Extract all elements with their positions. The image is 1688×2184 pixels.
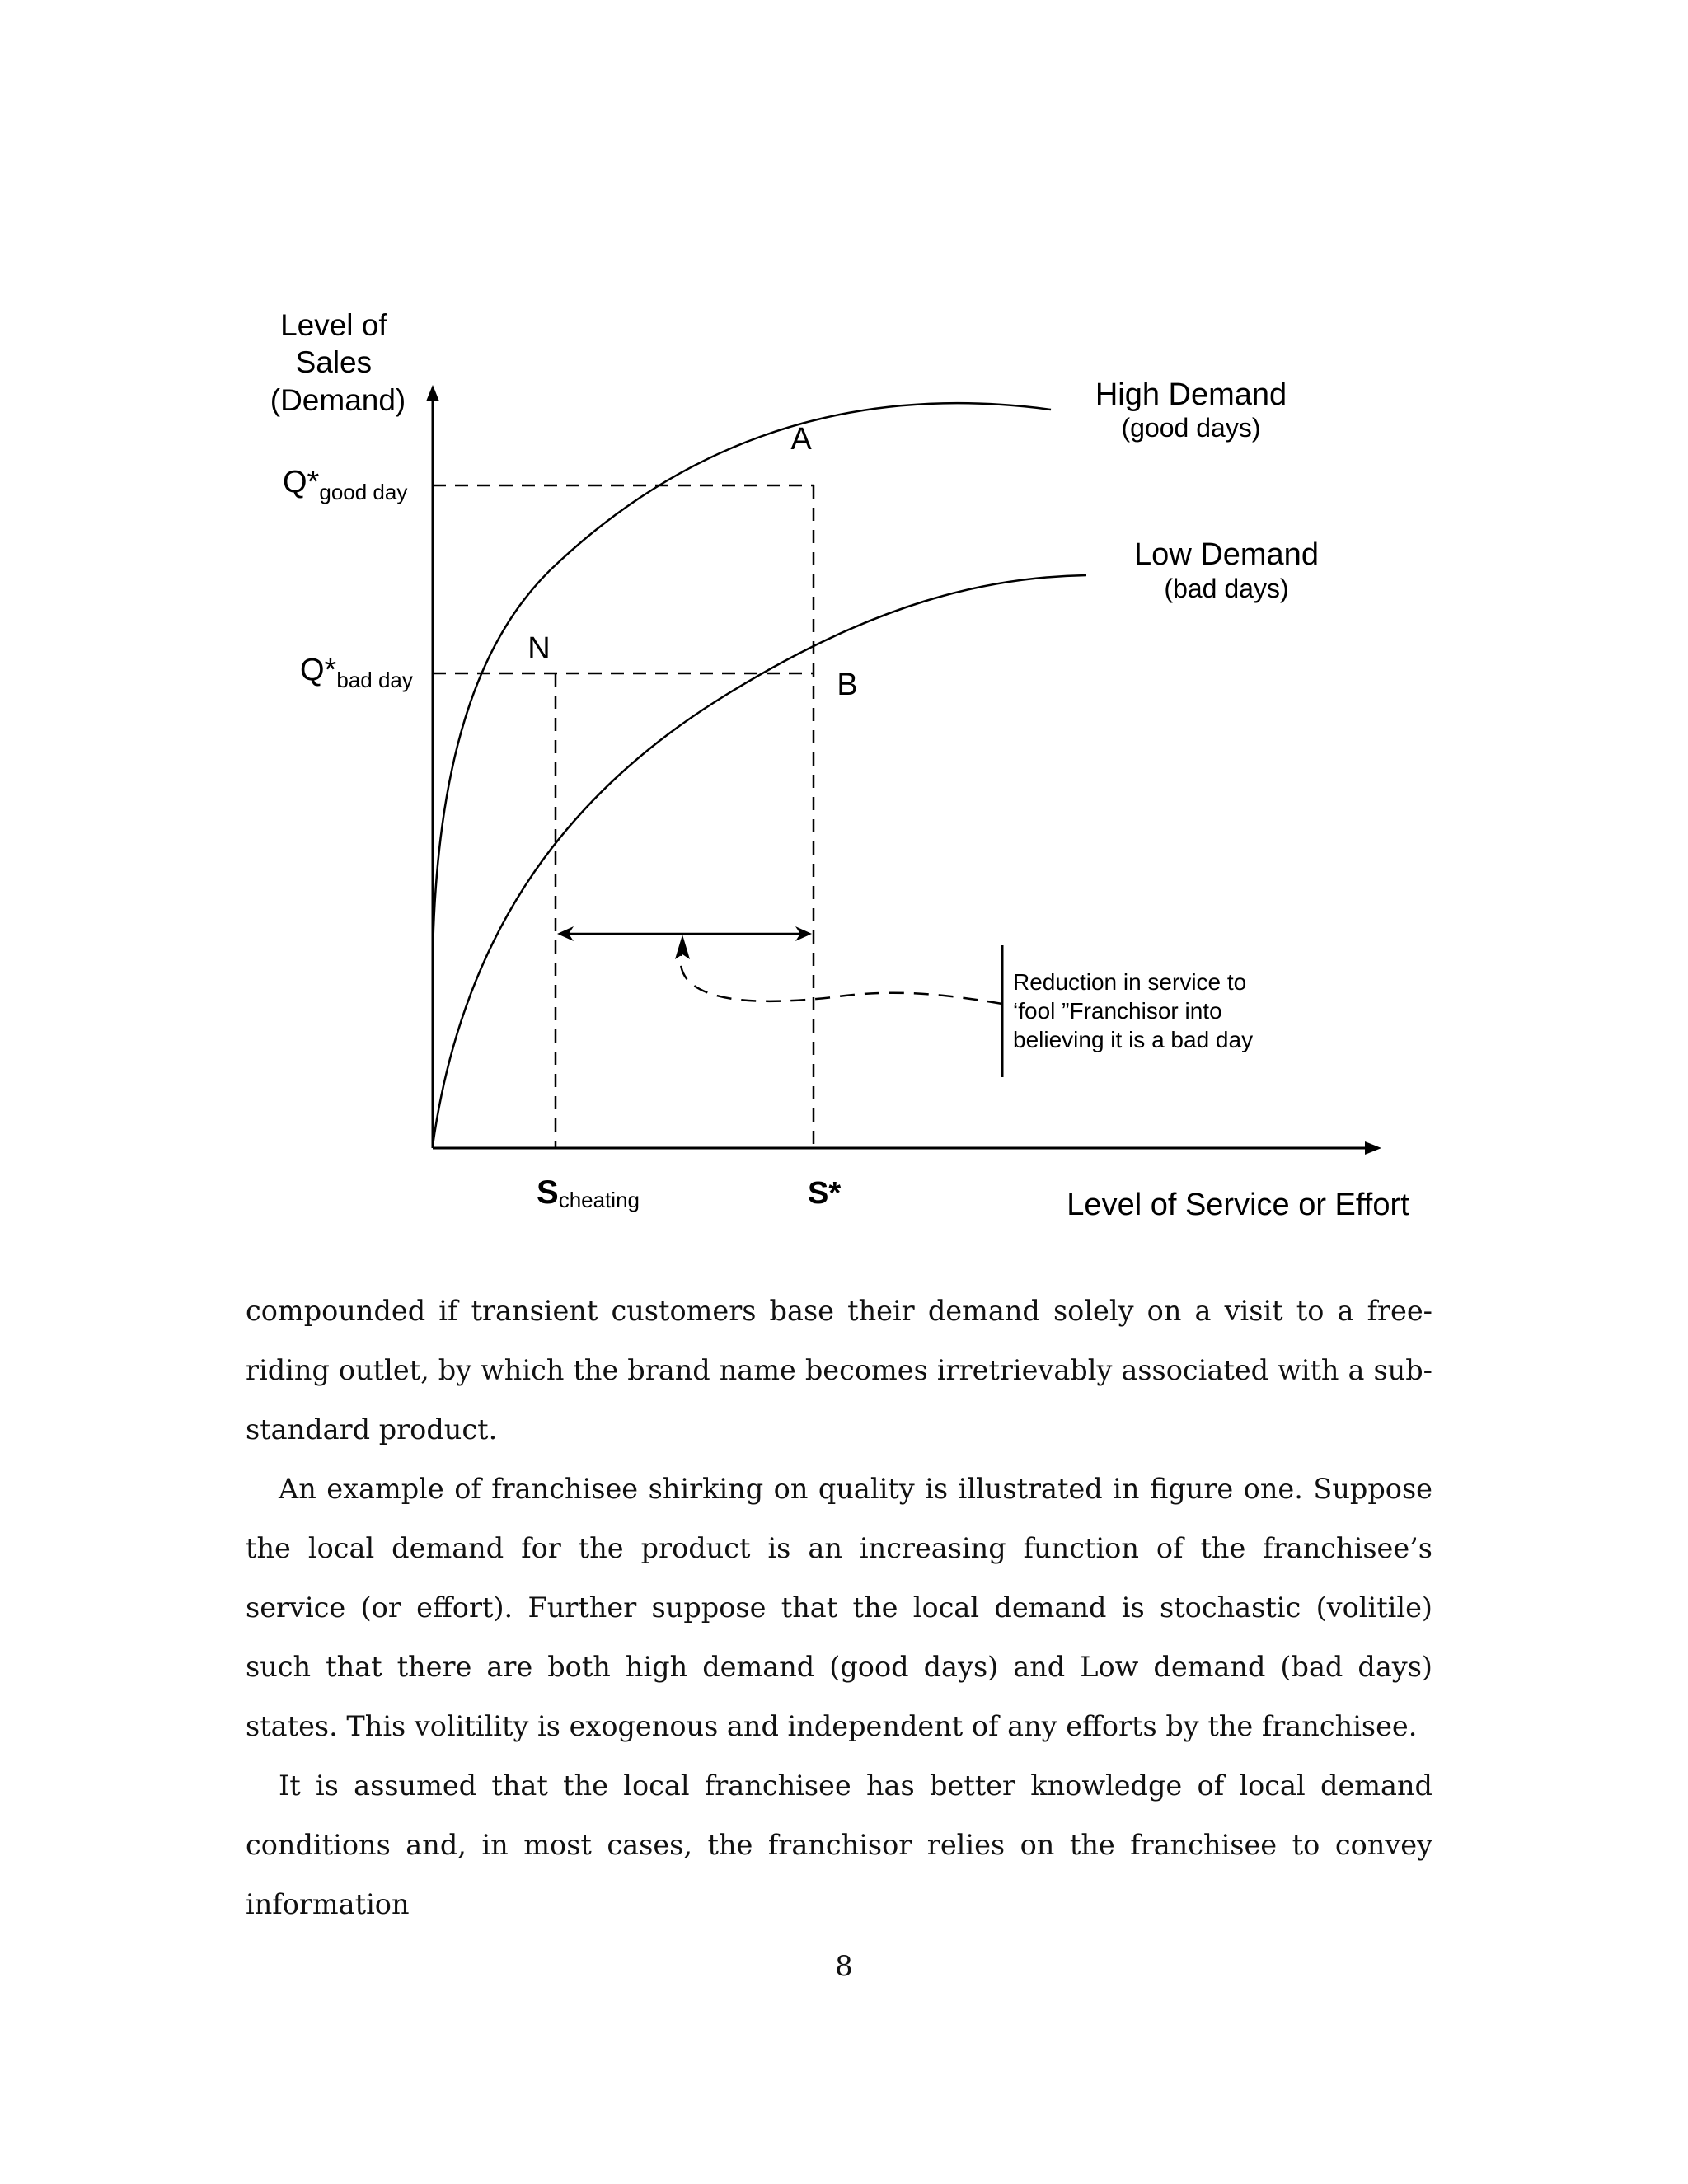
annotation-pointer-arrowhead <box>675 935 690 959</box>
y-axis-label: Level of Sales (Demand) <box>270 308 406 417</box>
s-cheating-label: Scheating <box>537 1174 640 1212</box>
high-demand-title: High Demand <box>1095 377 1287 412</box>
paragraph-2: An example of franchisee shirking on quality is illustrated in figure one. Suppose the local demand for the product is an increasing function of the franchisee’s service (or effort). Further suppose that the local demand is stochastic (volitile) such that there are both high demand (good days) and Low demand (bad days) states. This volitility is exogenous and independent of any efforts by the franchisee. <box>246 1473 1432 1742</box>
q-good-label: $Q*_{good day}$ <box>283 465 408 504</box>
annotation-text: Reduction in service to ‘fool ”Franchisor into believing it is a bad day <box>1013 969 1254 1052</box>
q-bad-label: $Q*_{bad day}$ <box>300 653 413 692</box>
point-a-label: A <box>790 422 812 457</box>
page-number: 8 <box>835 1950 853 1983</box>
high-demand-subtitle: (good days) <box>1121 413 1261 443</box>
low-demand-title: Low Demand <box>1134 537 1319 572</box>
annotation-pointer <box>681 949 1002 1004</box>
s-star-label: S* <box>808 1176 842 1211</box>
y-axis-arrowhead <box>426 385 439 401</box>
point-n-label: N <box>528 631 551 666</box>
x-axis-arrowhead <box>1365 1141 1381 1155</box>
paragraph-3: It is assumed that the local franchisee has better knowledge of local demand conditions and, in most cases, the franchisor relies on the franchisee to convey information <box>246 1769 1432 1920</box>
point-b-label: B <box>837 668 858 702</box>
body-text <box>246 1282 1432 1934</box>
low-demand-subtitle: (bad days) <box>1164 574 1289 603</box>
paragraph-1: compounded if transient customers base their demand solely on a visit to a free-riding outlet, by which the brand name becomes irretrievably associated with a sub-standard product. <box>246 1295 1432 1446</box>
x-axis-label: Level of Service or Effort <box>1067 1188 1409 1222</box>
